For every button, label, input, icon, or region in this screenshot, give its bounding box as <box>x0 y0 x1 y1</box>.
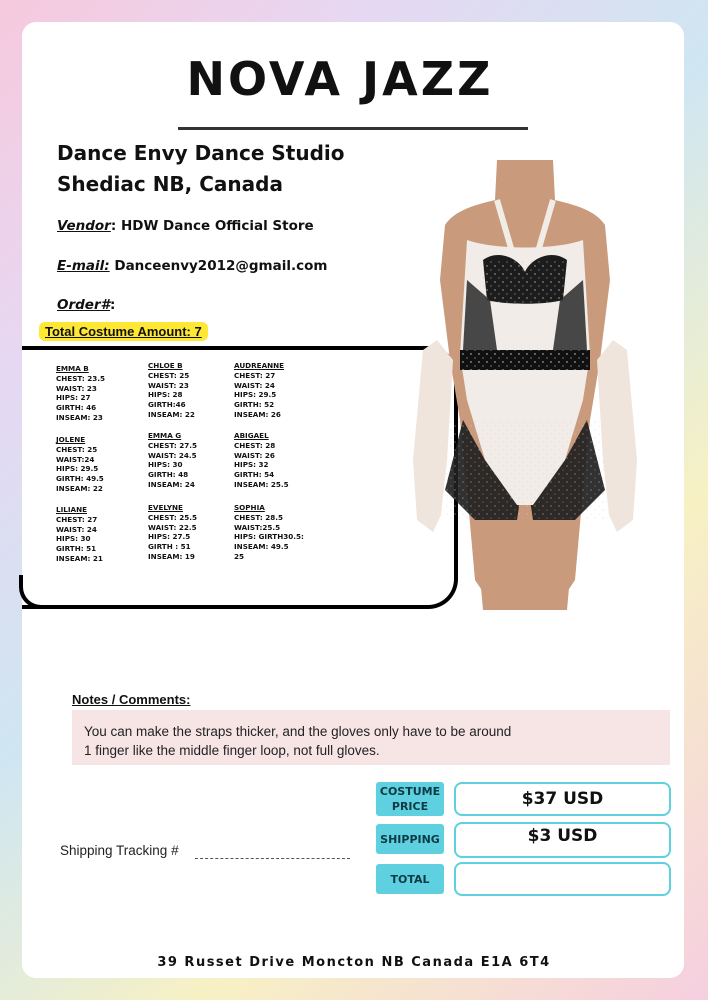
dancer-card <box>56 364 105 423</box>
dancer-card <box>234 503 304 562</box>
measure-line: CHEST: 25.5 <box>148 512 197 522</box>
notes-text <box>84 722 511 760</box>
measure-line: CHEST: 28.5 <box>234 512 283 522</box>
measure-line: INSEAM: 19 <box>148 551 195 561</box>
vendor-line: Vendor: HDW Dance Official Store <box>57 218 314 234</box>
measure-line: 25 <box>234 551 245 561</box>
order-label: Order# <box>57 297 111 313</box>
measure-line: INSEAM: 22 <box>56 483 103 493</box>
shipping-tracking-field[interactable] <box>195 858 350 859</box>
dancer-card <box>56 435 104 494</box>
measure-line: HIPS: 29.5 <box>56 464 99 474</box>
dancer-card <box>148 431 197 490</box>
dancer-card <box>234 361 284 420</box>
measure-line: GIRTH: 52 <box>234 400 275 410</box>
dancer-name: LILIANE <box>56 505 87 514</box>
dancer-card <box>234 431 289 490</box>
measure-line: CHEST: 25 <box>148 370 190 380</box>
measure-line: HIPS: 28 <box>148 390 183 400</box>
vendor-label: Vendor <box>57 218 111 234</box>
order-line: Order#: <box>57 297 116 313</box>
measure-line: GIRTH : 51 <box>148 542 191 552</box>
dancer-name: ABIGAEL <box>234 431 269 440</box>
measure-line: WAIST: 23 <box>148 380 189 390</box>
shipping-value: $3 USD <box>454 822 671 858</box>
measure-line: GIRTH: 46 <box>56 403 97 413</box>
total-label: TOTAL <box>376 864 444 894</box>
measure-line: INSEAM: 25.5 <box>234 479 289 489</box>
studio-location: Shediac NB, Canada <box>57 172 283 196</box>
measure-line: CHEST: 25 <box>56 444 98 454</box>
page-title: NOVA JAZZ <box>186 52 494 106</box>
measure-line: CHEST: 27.5 <box>148 440 197 450</box>
notes-label: Notes / Comments: <box>72 692 191 707</box>
measure-line: GIRTH: 54 <box>234 470 275 480</box>
notes-line: 1 finger like the middle finger loop, not full gloves. <box>84 743 380 758</box>
total-value[interactable] <box>454 862 671 896</box>
measure-line: WAIST: 24.5 <box>148 450 197 460</box>
measure-line: INSEAM: 22 <box>148 409 195 419</box>
measure-line: CHEST: 27 <box>234 370 276 380</box>
costume-price-label <box>376 782 444 816</box>
measure-line: INSEAM: 21 <box>56 553 103 563</box>
measure-line: HIPS: 27.5 <box>148 532 191 542</box>
costume-price-value: $37 USD <box>454 782 671 816</box>
measure-line: GIRTH:46 <box>148 400 186 410</box>
measure-line: HIPS: GIRTH30.5: <box>234 532 304 542</box>
measure-line: HIPS: 32 <box>234 460 269 470</box>
dancer-name: EMMA B <box>56 364 89 373</box>
measure-line: INSEAM: 49.5 <box>234 542 289 552</box>
dancer-card <box>148 361 195 420</box>
studio-name: Dance Envy Dance Studio <box>57 141 345 165</box>
footer-address: 39 Russet Drive Moncton NB Canada E1A 6T4 <box>157 955 551 970</box>
measure-line: HIPS: 27 <box>56 393 91 403</box>
measure-line: WAIST: 22.5 <box>148 522 197 532</box>
costume-figure-image <box>405 160 645 610</box>
shipping-tracking-label: Shipping Tracking # <box>60 843 179 858</box>
measure-line: CHEST: 23.5 <box>56 373 105 383</box>
measure-line: HIPS: 29.5 <box>234 390 277 400</box>
title-divider <box>178 127 528 130</box>
measure-line: INSEAM: 24 <box>148 479 195 489</box>
measure-line: CHEST: 28 <box>234 440 276 450</box>
dancer-card <box>56 505 103 564</box>
dancer-name: SOPHIA <box>234 503 265 512</box>
measure-line: WAIST:24 <box>56 454 95 464</box>
vendor-value: HDW Dance Official Store <box>120 218 314 234</box>
email-line <box>57 258 327 274</box>
measure-line: WAIST: 23 <box>56 383 97 393</box>
measure-line: WAIST: 24 <box>56 524 97 534</box>
measure-line: INSEAM: 26 <box>234 409 281 419</box>
shipping-label: SHIPPING <box>376 824 444 854</box>
email-value: Danceenvy2012@gmail.com <box>114 258 328 274</box>
dancer-name: JOLENE <box>56 435 86 444</box>
box-corner <box>19 575 45 609</box>
total-costume-amount: Total Costume Amount: 7 <box>39 322 208 341</box>
dancer-name: EVELYNE <box>148 503 183 512</box>
measure-line: GIRTH: 48 <box>148 470 189 480</box>
measure-line: GIRTH: 49.5 <box>56 474 104 484</box>
costume-price-label-line: PRICE <box>391 800 429 813</box>
costume-price-label-line: COSTUME <box>379 785 441 798</box>
dancer-card <box>148 503 197 562</box>
measure-line: HIPS: 30 <box>148 460 183 470</box>
measure-line: WAIST:25.5 <box>234 522 281 532</box>
measure-line: INSEAM: 23 <box>56 412 103 422</box>
notes-box <box>72 710 670 765</box>
notes-line: You can make the straps thicker, and the gloves only have to be around <box>84 724 512 739</box>
email-label: E-mail: <box>57 258 110 274</box>
measure-line: WAIST: 26 <box>234 450 275 460</box>
measure-line: HIPS: 30 <box>56 534 91 544</box>
studio-block <box>57 138 345 200</box>
measure-line: WAIST: 24 <box>234 380 275 390</box>
measure-line: GIRTH: 51 <box>56 544 97 554</box>
dancer-name: AUDREANNE <box>234 361 285 370</box>
dancer-name: CHLOE B <box>148 361 183 370</box>
measure-line: CHEST: 27 <box>56 514 98 524</box>
dancer-name: EMMA G <box>148 431 182 440</box>
